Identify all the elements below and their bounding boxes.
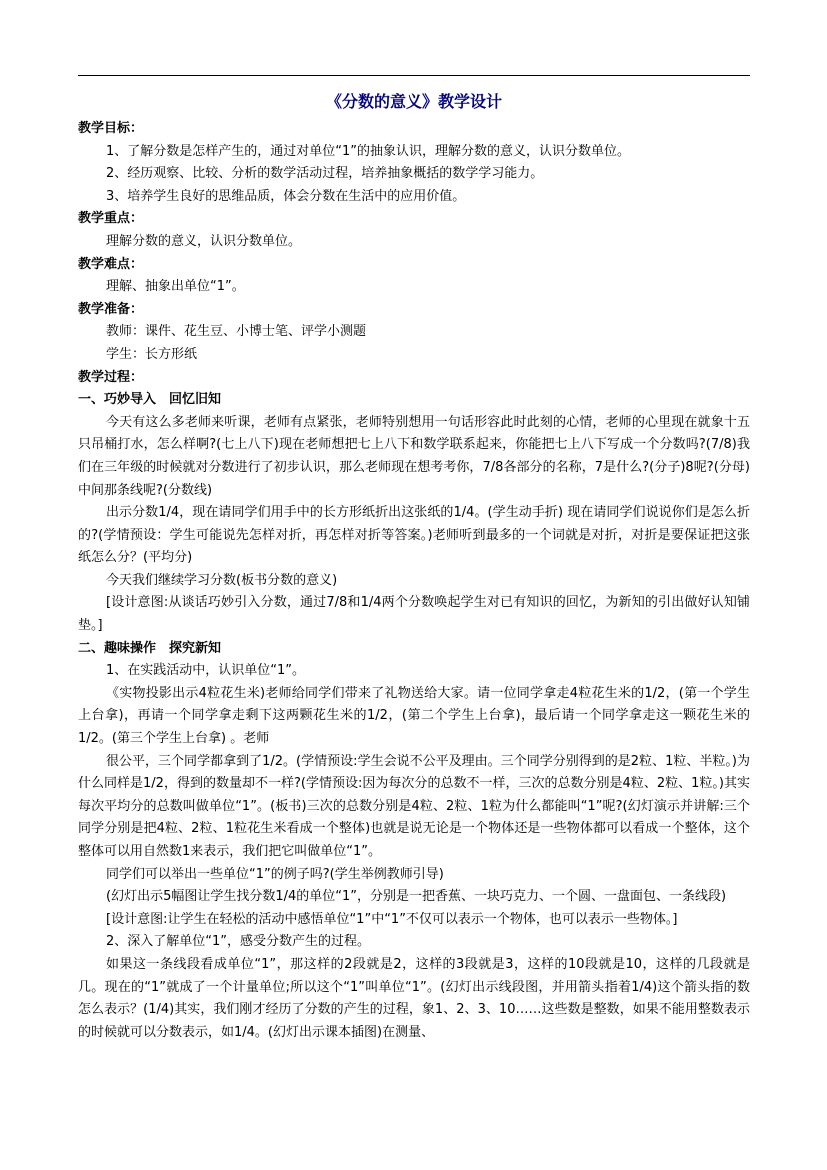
section-heading: 教学目标：: [78, 121, 144, 136]
paragraph: 1、在实践活动中，认识单位“1”。: [106, 663, 306, 679]
section-heading: 二、趣味操作 探究新知: [78, 640, 222, 656]
paragraph: 3、培养学生良好的思维品质，体会分数在生活中的应用价值。: [106, 188, 466, 204]
paragraph: 今天我们继续学习分数(板书分数的意义): [106, 572, 338, 588]
paragraph: 很公平，三个同学都拿到了1/2。(学情预设:学生会说不公平及理由。三个同学分别得到的是2粒、1粒、半粒。)为什么同样是1/2，得到的数量却不一样?(学情预设:因为每次分的总数不一样，三次的总数分别是4粒、2粒、1粒。)其实每次平均分的总数叫做单位“1”。(板书)三次的总数分别是4粒、2粒、1粒为什么都能叫“1”呢?(幻灯演示并讲解:三个同学分别是把4粒、2粒、1粒花生米看成一个整体)也就是说无论是一个物体还是一些物体都可以看成一个整体，这个整体可以用自然数1来表示，我们把它叫做单位“1”。: [78, 753, 750, 859]
section-heading: 教学准备：: [78, 301, 144, 317]
paragraph: 出示分数1/4，现在请同学们用手中的长方形纸折出这张纸的1/4。(学生动手折) 现在请同学们说说你们是怎么折的?(学情预设：学生可能说先怎样对折，再怎样对折等答案。)老师听到最多的一个词就是对折，对折是要保证把这张纸怎么分？(平均分): [78, 505, 750, 566]
paragraph: 《实物投影出示4粒花生米)老师给同学们带来了礼物送给大家。请一位同学拿走4粒花生米的1/2，(第一个学生上台拿)，再请一个同学拿走剩下这两颗花生米的1/2，(第二个学生上台拿)，最后请一个同学拿走这一颗花生米的1/2。(第三个学生上台拿) 。老师: [78, 685, 750, 747]
paragraph: 1、了解分数是怎样产生的，通过对单位“1”的抽象认识，理解分数的意义，认识分数单位。: [106, 143, 631, 159]
document-body: [78, 90, 750, 1044]
document-title: 《分数的意义》教学设计: [325, 92, 502, 111]
section-heading: 教学重点：: [78, 211, 144, 227]
paragraph: 同学们可以举出一些单位“1”的例子吗?(学生举例教师引导): [106, 866, 444, 882]
section-heading: 教学过程：: [78, 369, 144, 385]
section-heading: 一、巧妙导入 回忆旧知: [78, 392, 222, 408]
paragraph: 教师：课件、花生豆、小博士笔、评学小测题: [106, 324, 367, 340]
paragraph: 如果这一条线段看成单位“1”，那这样的2段就是2，这样的3段就是3，这样的10段就是10，这样的几段就是几。现在的“1”就成了一个计量单位;所以这个“1”叫单位“1”。(幻灯出示线段图，并用箭头指着1/4)这个箭头指的数怎么表示？(1/4)其实，我们刚才经历了分数的产生的过程，象1、2、3、10……这些数是整数，如果不能用整数表示的时候就可以分数表示，如1/4。(幻灯出示课本插图)在测量、: [78, 956, 750, 1040]
paragraph: [设计意图:从谈话巧妙引入分数，通过7/8和1/4两个分数唤起学生对已有知识的回忆，为新知的引出做好认知铺垫。]: [78, 595, 750, 634]
section-heading: 教学难点：: [78, 256, 144, 272]
paragraph: [设计意图:让学生在轻松的活动中感悟单位“1”中“1”不仅可以表示一个物体，也可以表示一些物体。]: [106, 911, 678, 927]
document-blocks: [78, 118, 750, 1044]
paragraph: 今天有这么多老师来听课，老师有点紧张，老师特别想用一句话形容此时此刻的心情，老师的心里现在就象十五只吊桶打水，怎么样啊?(七上八下)现在老师想把七上八下和数学联系起来，你能把七上八下写成一个分数吗?(7/8)我们在三年级的时候就对分数进行了初步认识，那么老师现在想考考你，7/8各部分的名称，7是什么?(分子)8呢?(分母)中间那条线呢?(分数线): [78, 414, 750, 498]
header-rule: [78, 75, 750, 76]
paragraph: 2、深入了解单位“1”，感受分数产生的过程。: [106, 934, 371, 950]
paragraph: 理解分数的意义，认识分数单位。: [106, 233, 302, 249]
paragraph: 2、经历观察、比较、分析的数学活动过程，培养抽象概括的数学学习能力。: [106, 166, 544, 182]
paragraph: 学生：长方形纸: [106, 346, 198, 362]
paragraph: (幻灯出示5幅图让学生找分数1/4的单位“1”，分别是一把香蕉、一块巧克力、一个圆、一盘面包、一条线段): [106, 889, 727, 905]
paragraph: 理解、抽象出单位“1”。: [106, 279, 245, 295]
